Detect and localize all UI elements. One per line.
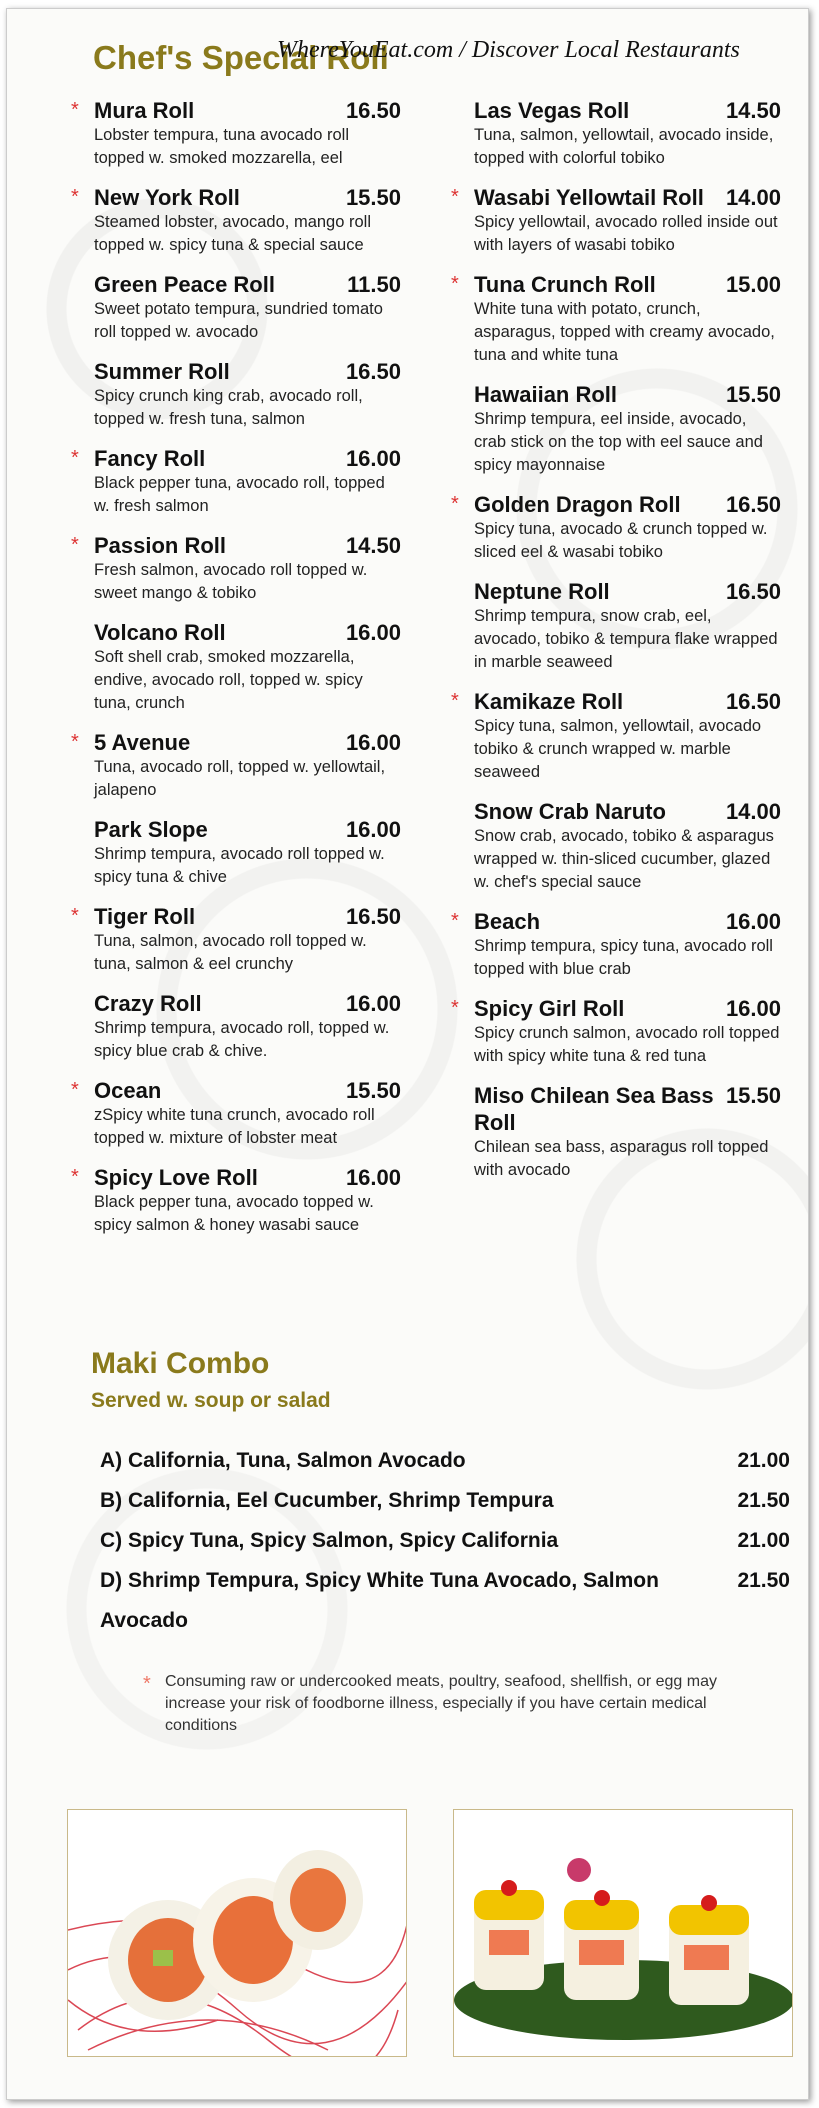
asterisk-icon: * xyxy=(71,534,79,556)
combo-price: 21.50 xyxy=(737,1489,790,1512)
item-description: Spicy yellowtail, avocado rolled inside out with layers of wasabi tobiko xyxy=(474,213,778,254)
menu-item xyxy=(451,908,781,981)
menu-item xyxy=(451,1082,781,1182)
item-name: Neptune Roll xyxy=(474,579,610,604)
item-description: Soft shell crab, smoked mozzarella, endive, avocado roll, topped w. spicy tuna, crunch xyxy=(94,648,363,712)
menu-item xyxy=(71,271,401,344)
item-header xyxy=(94,729,401,756)
item-name: Summer Roll xyxy=(94,359,230,384)
combo-price: 21.00 xyxy=(737,1529,790,1552)
item-header xyxy=(474,688,781,715)
asterisk-icon: * xyxy=(451,690,459,712)
asterisk-icon: * xyxy=(451,186,459,208)
item-description: Steamed lobster, avocado, mango roll topped w. spicy tuna & special sauce xyxy=(94,213,371,254)
maki-subtitle: Served w. soup or salad xyxy=(91,1389,331,1412)
item-price: 16.00 xyxy=(345,446,401,471)
item-price: 16.00 xyxy=(345,620,401,645)
item-description: Shrimp tempura, snow crab, eel, avocado, tobiko & tempura flake wrapped in marble seaweed xyxy=(474,607,778,671)
menu-item xyxy=(451,97,781,170)
asterisk-icon: * xyxy=(71,731,79,753)
item-name: Crazy Roll xyxy=(94,991,202,1016)
combo-name: B) California, Eel Cucumber, Shrimp Tempura xyxy=(100,1489,554,1512)
menu-item xyxy=(71,903,401,976)
item-price: 16.50 xyxy=(725,689,781,714)
item-description: Black pepper tuna, avocado roll, topped w. fresh salmon xyxy=(94,474,385,515)
item-header xyxy=(474,381,781,408)
item-name: Ocean xyxy=(94,1078,162,1103)
item-header xyxy=(474,908,781,935)
menu-item xyxy=(71,445,401,518)
item-header xyxy=(94,1077,401,1104)
item-price: 11.50 xyxy=(347,272,401,297)
item-description: Spicy tuna, salmon, yellowtail, avocado tobiko & crunch wrapped w. marble seaweed xyxy=(474,717,762,781)
menu-item xyxy=(451,798,781,894)
item-price: 14.50 xyxy=(725,98,781,123)
item-name: Kamikaze Roll xyxy=(474,689,624,714)
asterisk-icon: * xyxy=(451,493,459,515)
menu-item xyxy=(71,1077,401,1150)
item-header xyxy=(94,619,401,646)
item-price: 16.50 xyxy=(345,904,401,929)
menu-item xyxy=(451,184,781,257)
item-name: 5 Avenue xyxy=(94,730,191,755)
asterisk-icon: * xyxy=(71,1166,79,1188)
item-price: 15.50 xyxy=(345,1078,401,1103)
item-description: Snow crab, avocado, tobiko & asparagus wrapped w. thin-sliced cucumber, glazed w. chef's special sauce xyxy=(474,827,774,891)
item-header xyxy=(94,1164,401,1191)
item-description: Spicy crunch salmon, avocado roll topped with spicy white tuna & red tuna xyxy=(474,1024,780,1065)
asterisk-icon: * xyxy=(71,99,79,121)
item-price: 16.00 xyxy=(345,730,401,755)
item-name: Miso Chilean Sea Bass Roll xyxy=(474,1083,714,1135)
item-description: White tuna with potato, crunch, asparagus, topped with creamy avocado, tuna and white tuna xyxy=(474,300,775,364)
item-name: Golden Dragon Roll xyxy=(474,492,681,517)
item-description: Fresh salmon, avocado roll topped w. sweet mango & tobiko xyxy=(94,561,368,602)
maki-combo-list xyxy=(100,1441,790,1641)
asterisk-icon: * xyxy=(451,910,459,932)
menu-item xyxy=(71,619,401,715)
item-name: Spicy Love Roll xyxy=(94,1165,258,1190)
item-description: Tuna, avocado roll, topped w. yellowtail, jalapeno xyxy=(94,758,386,799)
item-name: Volcano Roll xyxy=(94,620,226,645)
combo-item xyxy=(100,1441,790,1481)
item-description: Lobster tempura, tuna avocado roll topped w. smoked mozzarella, eel xyxy=(94,126,349,167)
right-column xyxy=(451,97,781,1196)
item-header xyxy=(474,995,781,1022)
combo-item xyxy=(100,1561,790,1641)
asterisk-icon: * xyxy=(451,273,459,295)
menu-page xyxy=(6,8,809,2100)
combo-price: 21.00 xyxy=(737,1449,790,1472)
item-description: Chilean sea bass, asparagus roll topped with avocado xyxy=(474,1138,769,1179)
item-header xyxy=(94,903,401,930)
menu-item xyxy=(71,990,401,1063)
item-description: Sweet potato tempura, sundried tomato roll topped w. avocado xyxy=(94,300,383,341)
item-description: Shrimp tempura, avocado roll, topped w. spicy blue crab & chive. xyxy=(94,1019,390,1060)
item-price: 14.50 xyxy=(345,533,401,558)
item-description: Tuna, salmon, yellowtail, avocado inside, topped with colorful tobiko xyxy=(474,126,774,167)
menu-item xyxy=(71,532,401,605)
item-name: Wasabi Yellowtail Roll xyxy=(474,185,704,210)
item-header xyxy=(94,97,401,124)
section-title-chefs-special-roll: Chef's Special Roll xyxy=(93,39,389,76)
item-header xyxy=(94,990,401,1017)
item-price: 16.00 xyxy=(345,991,401,1016)
menu-item xyxy=(71,729,401,802)
item-price: 14.00 xyxy=(725,185,781,210)
item-price: 14.00 xyxy=(725,799,781,824)
menu-item xyxy=(451,578,781,674)
item-name: Las Vegas Roll xyxy=(474,98,630,123)
combo-item xyxy=(100,1521,790,1561)
warning-text: Consuming raw or undercooked meats, poultry, seafood, shellfish, or egg may increase your risk of foodborne illness, especially if you have certain medical conditions xyxy=(165,1673,717,1734)
item-description: Shrimp tempura, avocado roll topped w. spicy tuna & chive xyxy=(94,845,385,886)
combo-price: 21.50 xyxy=(737,1569,790,1592)
item-name: Passion Roll xyxy=(94,533,227,558)
menu-item xyxy=(451,688,781,784)
item-price: 15.50 xyxy=(725,382,781,407)
item-header xyxy=(94,445,401,472)
item-header xyxy=(474,184,781,211)
item-header xyxy=(94,532,401,559)
menu-item xyxy=(71,1164,401,1237)
combo-item xyxy=(100,1481,790,1521)
asterisk-icon: * xyxy=(71,905,79,927)
menu-item xyxy=(71,97,401,170)
item-name: Mura Roll xyxy=(94,98,195,123)
item-price: 16.50 xyxy=(345,98,401,123)
item-header xyxy=(94,358,401,385)
item-header xyxy=(94,184,401,211)
item-price: 16.00 xyxy=(725,996,781,1021)
menu-item xyxy=(71,358,401,431)
item-price: 15.50 xyxy=(345,185,401,210)
menu-item xyxy=(451,995,781,1068)
asterisk-icon: * xyxy=(71,1079,79,1101)
asterisk-icon: * xyxy=(71,186,79,208)
asterisk-icon: * xyxy=(143,1673,151,1695)
asterisk-icon: * xyxy=(451,997,459,1019)
item-name: Beach xyxy=(474,909,541,934)
item-price: 15.00 xyxy=(725,272,781,297)
item-price: 16.00 xyxy=(725,909,781,934)
item-description: Spicy tuna, avocado & crunch topped w. sliced eel & wasabi tobiko xyxy=(474,520,768,561)
raw-food-warning xyxy=(143,1671,725,1737)
menu-item xyxy=(451,271,781,367)
item-price: 16.00 xyxy=(345,1165,401,1190)
asterisk-icon: * xyxy=(71,447,79,469)
item-price: 15.50 xyxy=(725,1083,781,1108)
item-name: Tuna Crunch Roll xyxy=(474,272,656,297)
item-header xyxy=(474,1082,781,1136)
section-title-maki-combo: Maki Combo xyxy=(91,1347,270,1380)
item-description: Tuna, salmon, avocado roll topped w. tuna, salmon & eel crunchy xyxy=(94,932,367,973)
item-name: Tiger Roll xyxy=(94,904,196,929)
menu-item xyxy=(451,381,781,477)
watermark: WhereYouEat.com / Discover Local Restaurants xyxy=(277,37,740,63)
item-name: Fancy Roll xyxy=(94,446,206,471)
item-header xyxy=(474,798,781,825)
item-description: Spicy crunch king crab, avocado roll, topped w. fresh tuna, salmon xyxy=(94,387,363,428)
item-name: Spicy Girl Roll xyxy=(474,996,625,1021)
item-header xyxy=(474,97,781,124)
item-header xyxy=(94,271,401,298)
sushi-photo-left xyxy=(67,1809,407,2057)
item-price: 16.50 xyxy=(345,359,401,384)
item-description: zSpicy white tuna crunch, avocado roll topped w. mixture of lobster meat xyxy=(94,1106,375,1147)
combo-name: C) Spicy Tuna, Spicy Salmon, Spicy California xyxy=(100,1529,559,1552)
item-header xyxy=(474,271,781,298)
menu-item xyxy=(71,184,401,257)
item-name: Green Peace Roll xyxy=(94,272,275,297)
item-header xyxy=(94,816,401,843)
item-price: 16.00 xyxy=(345,817,401,842)
left-column xyxy=(71,97,401,1251)
item-description: Shrimp tempura, eel inside, avocado, crab stick on the top with eel sauce and spicy mayonnaise xyxy=(474,410,763,474)
combo-name: D) Shrimp Tempura, Spicy White Tuna Avocado, Salmon Avocado xyxy=(100,1569,659,1632)
menu-item xyxy=(451,491,781,564)
item-name: Hawaiian Roll xyxy=(474,382,618,407)
item-price: 16.50 xyxy=(725,492,781,517)
item-price: 16.50 xyxy=(725,579,781,604)
item-name: Park Slope xyxy=(94,817,208,842)
menu-item xyxy=(71,816,401,889)
item-header xyxy=(474,578,781,605)
item-name: Snow Crab Naruto xyxy=(474,799,666,824)
item-header xyxy=(474,491,781,518)
item-description: Black pepper tuna, avocado topped w. spicy salmon & honey wasabi sauce xyxy=(94,1193,374,1234)
item-name: New York Roll xyxy=(94,185,240,210)
combo-name: A) California, Tuna, Salmon Avocado xyxy=(100,1449,466,1472)
sushi-photo-right xyxy=(453,1809,793,2057)
item-description: Shrimp tempura, spicy tuna, avocado roll topped with blue crab xyxy=(474,937,773,978)
